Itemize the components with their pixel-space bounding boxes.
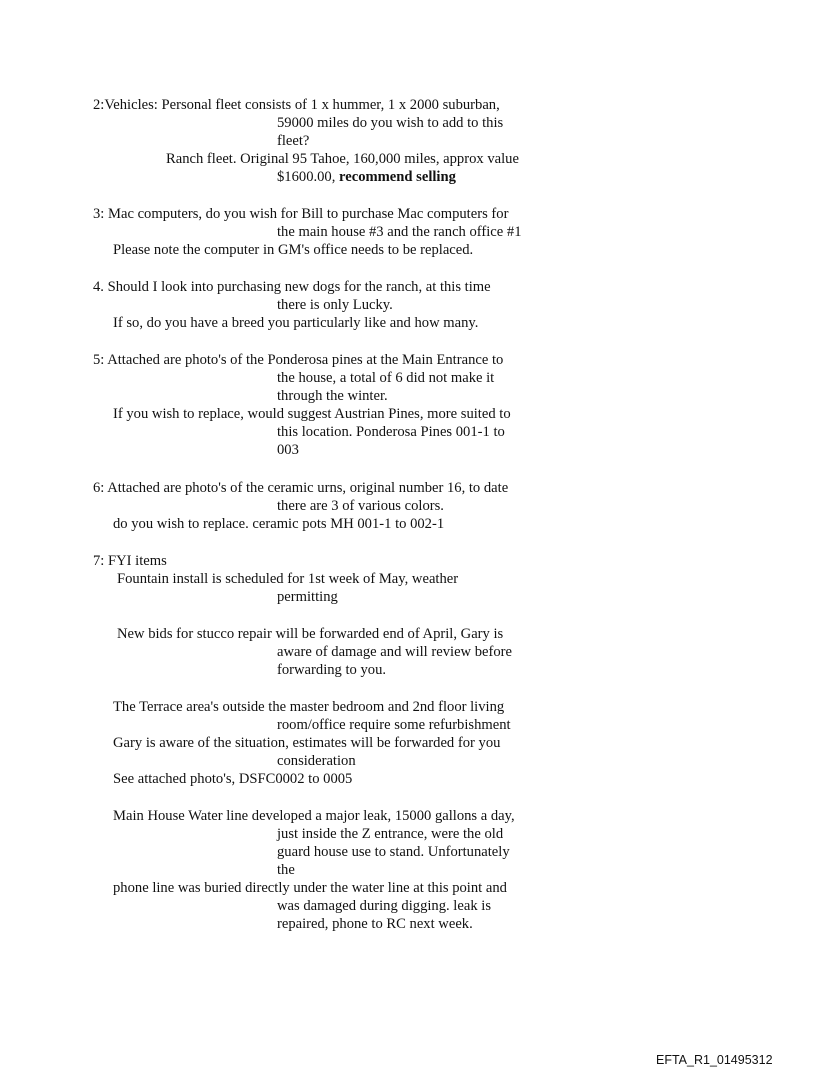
vehicles-line-3: fleet?	[277, 133, 310, 149]
mac-line-2: the main house #3 and the ranch office #1	[277, 224, 522, 240]
terrace-line-3: Gary is aware of the situation, estimates will be forwarded for you	[113, 735, 501, 751]
water-line-1: Main House Water line developed a major leak, 15000 gallons a day,	[113, 808, 515, 824]
fountain-line-1: Fountain install is scheduled for 1st week of May, weather	[117, 571, 459, 587]
mac-line-1: 3: Mac computers, do you wish for Bill to purchase Mac computers for	[93, 206, 509, 222]
terrace-line-4: consideration	[277, 753, 356, 769]
pines-line-5: this location. Ponderosa Pines 001-1 to	[277, 424, 505, 440]
document-id-footer: EFTA_R1_01495312	[656, 1053, 773, 1067]
urns-line-1: 6: Attached are photo's of the ceramic urns, original number 16, to date	[93, 480, 509, 496]
pines-line-4: If you wish to replace, would suggest Austrian Pines, more suited to	[113, 406, 511, 422]
terrace-line-1: The Terrace area's outside the master bedroom and 2nd floor living	[113, 699, 505, 715]
vehicles-value: $1600.00,	[277, 169, 336, 185]
fyi-heading: 7: FYI items	[93, 553, 167, 569]
vehicles-line-1: 2:Vehicles: Personal fleet consists of 1 x hummer, 1 x 2000 suburban,	[93, 97, 500, 113]
terrace-line-2: room/office require some refurbishment	[277, 717, 511, 733]
water-line-7: repaired, phone to RC next week.	[277, 916, 473, 932]
dogs-line-1: 4. Should I look into purchasing new dogs for the ranch, at this time	[93, 279, 491, 295]
recommendation-bold: recommend selling	[339, 169, 456, 185]
mac-line-3: Please note the computer in GM's office needs to be replaced.	[113, 242, 474, 258]
stucco-line-2: aware of damage and will review before	[277, 644, 513, 660]
stucco-line-1: New bids for stucco repair will be forwarded end of April, Gary is	[117, 626, 504, 642]
water-line-5: phone line was buried directly under the water line at this point and	[113, 880, 507, 896]
urns-line-2: there are 3 of various colors.	[277, 498, 444, 514]
pines-line-3: through the winter.	[277, 388, 388, 404]
water-line-4: the	[277, 862, 295, 878]
pines-line-6: 003	[277, 442, 299, 458]
water-line-6: was damaged during digging. leak is	[277, 898, 491, 914]
stucco-line-3: forwarding to you.	[277, 662, 387, 678]
terrace-line-5: See attached photo's, DSFC0002 to 0005	[113, 771, 353, 787]
pines-line-1: 5: Attached are photo's of the Ponderosa pines at the Main Entrance to	[93, 352, 504, 368]
vehicles-line-5	[277, 168, 456, 186]
vehicles-line-4: Ranch fleet. Original 95 Tahoe, 160,000 miles, approx value	[166, 151, 519, 167]
fountain-line-2: permitting	[277, 589, 338, 605]
vehicles-line-2: 59000 miles do you wish to add to this	[277, 115, 504, 131]
water-line-2: just inside the Z entrance, were the old	[277, 826, 504, 842]
pines-line-2: the house, a total of 6 did not make it	[277, 370, 495, 386]
urns-line-3: do you wish to replace. ceramic pots MH 001-1 to 002-1	[113, 516, 445, 532]
water-line-3: guard house use to stand. Unfortunately	[277, 844, 510, 860]
dogs-line-2: there is only Lucky.	[277, 297, 393, 313]
dogs-line-3: If so, do you have a breed you particularly like and how many.	[113, 315, 479, 331]
